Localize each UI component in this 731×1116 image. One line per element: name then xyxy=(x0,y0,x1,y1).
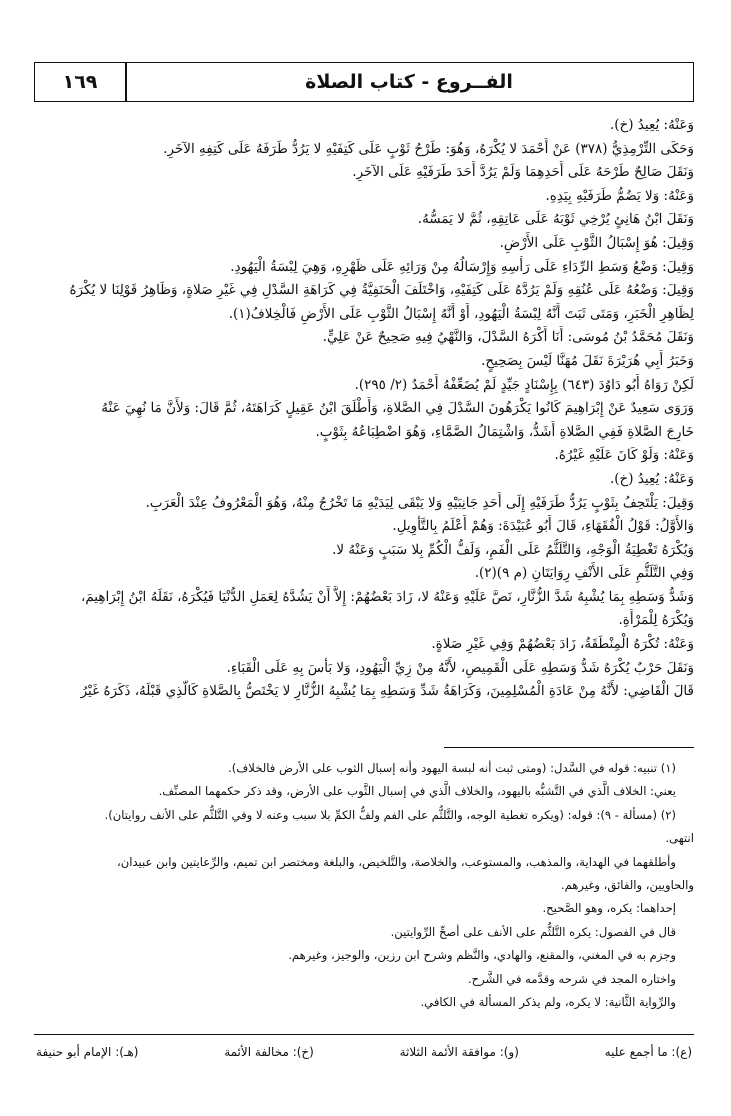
text-line: وَنَقَلَ مُحَمَّدُ بْنُ مُوسَى: أَنَا أَكْرَهُ السَّدْلَ، وَالنَّهْيُ فِيهِ صَحِيحٌ عَنْ عَلِيٍّ. xyxy=(322,329,694,346)
text-line: وَنَقَلَ صَالِحٌ طَرْحَهُ عَلَى أَحَدِهِمَا وَلَمْ يَرُدَّ أَحَدَ طَرَفَيْهِ عَلَى الآخَرِ. xyxy=(352,164,694,181)
page-header xyxy=(34,62,694,102)
text-line: وَعَنْهُ: تُكْرَهُ الْمِنْطَقَةُ، زَادَ بَعْضُهُمْ وَفِي غَيْرِ صَلاةٍ. xyxy=(431,636,694,653)
footer-divider xyxy=(34,1034,694,1035)
key-three-imams: (و): موافقة الأئمة الثلاثة xyxy=(399,1045,519,1059)
page-number: ١٦٩ xyxy=(62,71,98,93)
footnote-line: والرِّواية الثَّانية: لا يكره، ولم يذكر المسألة في الكافي. xyxy=(420,994,676,1009)
text-line: وَرَوَى سَعِيدٌ عَنْ إِبْرَاهِيمَ كَانُوا يَكْرَهُونَ السَّدْلَ فِي الصَّلاةِ، وَأَطْلَقَ ابْنُ عَقِيلٍ كَرَاهَتَهُ، ثُمَّ قَالَ: وَلأَنَّ مَا نُهِيَ عَنْهُ xyxy=(101,400,694,417)
text-line: لَكِنْ رَوَاهُ أَبُو دَاوُدَ (٦٤٣) بِإِسْنَادٍ جَيِّدٍ لَمْ يُضَعِّفْهُ أَحْمَدُ (٢/ ٢٩٥). xyxy=(354,376,694,393)
text-line: وَحَكَى التِّرْمِذِيُّ (٣٧٨) عَنْ أَحْمَدَ لا يُكْرَهُ، وَهُوَ: طَرْحُ ثَوْبٍ عَلَى كَتِفَيْهِ لا يَرُدُّ طَرَفَهُ عَلَى كَتِفِهِ الآخَرِ. xyxy=(163,140,694,157)
text-line: وَيُكْرَهُ لِلْمَرْأَةِ. xyxy=(618,612,694,629)
footnote-line: وأطلقهما في الهداية، والمذهب، والمستوعب، والخلاصة، والتَّلخيص، والبلغة ومختصر ابن تميم، والرِّعايتين وابن عبيدان، xyxy=(116,854,676,869)
header-divider xyxy=(125,63,127,101)
text-line: وَشَدُّ وَسَطِهِ بِمَا يُشْبِهُ شَدَّ الزُّنَّارِ، نَصَّ عَلَيْهِ وَعَنْهُ لا، زَادَ بَعْضُهُمْ: إِلاَّ أَنْ يَشُدَّهُ لِعَمَلِ الدُّنْيَا فَيُكْرَهُ، نَقَلَهُ ابْنُ إِبْرَاهِيمَ، xyxy=(80,588,694,605)
main-text xyxy=(36,114,694,704)
text-line: وَيُكْرَهُ تَغْطِيَةُ الْوَجْهِ، وَالتَّلَثُّمُ عَلَى الْفَمِ، وَلَفُّ الْكُمِّ بِلا سَبَبٍ وَعَنْهُ لا. xyxy=(332,541,694,558)
text-line: وَخَبَرُ أَبِي هُرَيْرَةَ نَقَلَ مُهَنَّا لَيْسَ بِصَحِيحٍ. xyxy=(481,352,694,369)
footnote-line: يعني: الخلاف الَّذي في التَّشبُّه باليهود، والخلاف الَّذي في إسبال الثَّوب على الأرض، وقد ذكر حكمهما المصنِّف. xyxy=(158,784,676,799)
text-line: وَقِيلَ: يَلْتَحِفُ بِثَوْبٍ يَرُدُّ طَرَفَيْهِ إِلَى أَحَدِ جَانِبَيْهِ وَلا يَبْقَى لِيَدَيْهِ مَا تَخْرُجُ مِنْهُ، وَهُوَ الْمَعْرُوفُ عِنْدَ الْعَرَبِ. xyxy=(145,494,694,511)
text-line: وَقِيلَ: وَضْعُ وَسَطِ الرِّدَاءِ عَلَى رَأْسِهِ وَإِرْسَالُهُ مِنْ وَرَائِهِ عَلَى ظَهْرِهِ، وَهِيَ لِبْسَةُ الْيَهُودِ. xyxy=(230,258,694,275)
key-disagreement: (خ): مخالفة الأئمة xyxy=(224,1045,314,1059)
text-line: وَعَنْهُ: وَلا يَضُمُّ طَرَفَيْهِ بِيَدِهِ. xyxy=(545,187,694,204)
footnote-separator xyxy=(444,747,694,748)
key-abu-hanifa: (هـ): الإمام أبو حنيفة xyxy=(36,1045,139,1059)
text-line: وَفِي التَّلَثُّمِ عَلَى الأَنْفِ رِوَايَتَانِ (م ٩)(٢). xyxy=(474,565,694,582)
text-line: وَنَقَلَ حَرْبٌ يُكْرَهُ شَدُّ وَسَطِهِ عَلَى الْقَمِيصِ، لأَنَّهُ مِنْ زِيِّ الْيَهُودِ، وَلا بَأْسَ بِهِ عَلَى الْقَبَاءِ. xyxy=(226,659,694,676)
text-line: وَعَنْهُ: وَلَوْ كَانَ عَلَيْهِ غَيْرُهُ. xyxy=(554,447,694,464)
header-title: الفــروع - كتاب الصلاة xyxy=(305,71,513,93)
text-line: وَالأَوَّلُ: قَوْلُ الْفُقَهَاءِ، قَالَ أَبُو عُبَيْدَةَ: وَهُمْ أَعْلَمُ بِالتَّأْوِيلِ. xyxy=(392,518,694,535)
text-line: خَارِجَ الصَّلاةِ فَفِي الصَّلاةِ أَشَدُّ، وَاشْتِمَالُ الصَّمَّاءِ، وَهُوَ اضْطِبَاعُهُ بِثَوْبٍ. xyxy=(315,423,694,440)
footnote-line: انتهى. xyxy=(665,831,694,846)
text-line: وَقِيلَ: هُوَ إِسْبَالُ الثَّوْبِ عَلَى الأَرْضِ. xyxy=(499,234,694,251)
abbreviation-key xyxy=(36,1039,692,1065)
footnotes xyxy=(36,757,694,1014)
footnote-line: والحاويين، والفائق، وغيرهم. xyxy=(560,877,694,892)
footnote-line: واختاره المجد في شرحه وقدَّمه في الشَّرح. xyxy=(467,971,676,986)
footnote-line: قال في الفصول: يكره التَّلثُّم على الأنف على أصحِّ الرِّوايتين. xyxy=(390,924,676,939)
text-line: وَعَنْهُ: يُعِيدُ (خ). xyxy=(610,470,694,487)
text-line: وَعَنْهُ: يُعِيدُ (خ). xyxy=(610,117,694,133)
footnote-line: وجزم به في المغني، والمقنع، والهادي، والنَّظم وشرح ابن رزين، والوجيز، وغيرهم. xyxy=(288,948,676,963)
text-line: قَالَ الْقَاضِي: لأَنَّهُ مِنْ عَادَةِ الْمُسْلِمِينَ، وَكَرَاهَةُ شَدِّ وَسَطِهِ بِمَا يُشْبِهُ الزُّنَّارِ لا يَخْتَصُّ بِالصَّلاةِ كَالَّذِي قَبْلَهُ، ذَكَرَهُ غَيْرُ xyxy=(80,683,694,700)
footnote-line: (٢) (مسألة - ٩): قوله: (ويكره تغطية الوجه، والتَّلثُّم على الفم ولفُّ الكمِّ بلا سبب وعنه لا وفي التَّلثُّم على الأنف روايتان). xyxy=(104,807,676,822)
text-line: لِظَاهِرِ الْخَبَرِ، وَمَتَى ثَبَتَ أَنَّهُ لِبْسَةُ الْيَهُودِ، أَوْ أَنَّهُ إِسْبَالُ الثَّوْبِ عَلَى الأَرْضِ فَالْخِلافُ(١). xyxy=(228,305,694,322)
text-line: وَقِيلَ: وَضْعُهُ عَلَى عُنُقِهِ وَلَمْ يَرُدَّهُ عَلَى كَتِفَيْهِ، وَاخْتَلَفَ الْحَنَفِيَّةُ فِي كَرَاهَةِ السَّدْلِ فِي غَيْرِ صَلاةٍ، وَظَاهِرُ قَوْلِنَا لا يُكْرَهُ xyxy=(69,282,694,299)
key-consensus: (ع): ما أجمع عليه xyxy=(604,1045,692,1059)
footnote-line: (١) تنبيه: قوله في السَّدل: (ومتى ثبت أنه لبسة اليهود وأنه إسبال الثوب على الأرض فالخلاف). xyxy=(228,761,676,775)
footnote-line: إحداهما: يكره، وهو الصَّحيح. xyxy=(542,901,676,916)
text-line: وَنَقَلَ ابْنُ هَانِئٍ يُرْخِي ثَوْبَهُ عَلَى عَاتِقِهِ، ثُمَّ لا يَمَسُّهُ. xyxy=(417,211,694,228)
